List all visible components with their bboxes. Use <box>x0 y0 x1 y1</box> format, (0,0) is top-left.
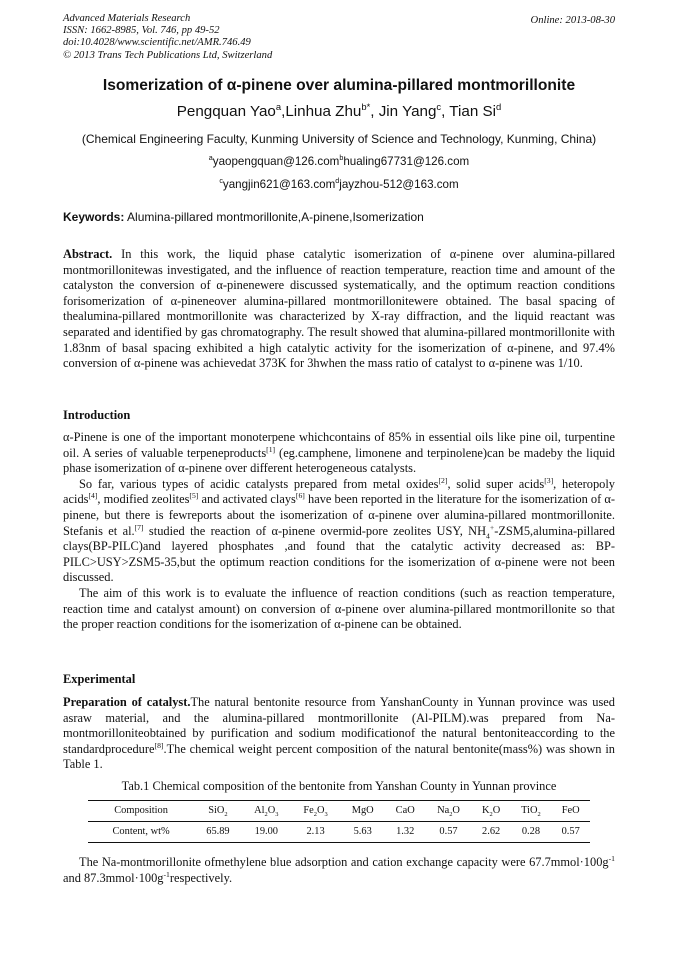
table-row-label: Content, wt% <box>112 826 170 837</box>
formula-part: FeO <box>561 805 580 816</box>
table-row <box>88 822 590 843</box>
abstract-text: In this work, the liquid phase catalytic isomerization of α-pinene over alumina-pillared montmorillonitewas investigated, and the influence of reaction temperature, reaction time and amount of the catalyston the conversion of α-pinenewere discussed systematically, and the optimum reaction conditions forisomerization of α-pineneover alumina-pillared montmorillonitewere obtained. The basal spacing of thealumina-pillared montmorillonite was characterized by X-ray diffraction, and the liquid reactant was separated and identified by gas chromatography. The result showed that alumina-pillared montmorillonite with 1.83nm of basal spacing exhibited a high catalytic activity for the isomerization of α-pinene, and 97.4% conversion of α-pinene was achievedat 373K for 3hwhen the mass ratio of catalyst to α-pinene was 1/10. <box>63 247 615 371</box>
citation[interactable]: [3] <box>544 475 554 485</box>
text-run: (eg.camphene, limonene and terpinolene)can be madeby the liquid phase isomerization of α-pinene over different heterogeneous catalysts. <box>63 445 615 476</box>
author-sup: d <box>496 100 502 112</box>
text-run: .The chemical weight percent composition of the natural bentonite(mass%) was shown in Table 1. <box>63 741 615 772</box>
paragraph <box>63 430 615 477</box>
table-cell: 1.32 <box>396 826 415 837</box>
author-list <box>0 100 678 120</box>
table-cell: 0.28 <box>521 826 541 837</box>
experimental-body <box>63 695 615 773</box>
formula-part: O <box>267 805 276 816</box>
journal-name: Advanced Materials Research <box>63 13 191 24</box>
issn-line: ISSN: 1662-8985, Vol. 746, pp 49-52 <box>63 25 220 37</box>
subscript: 2 <box>224 811 228 819</box>
table-cell: 5.63 <box>353 826 372 837</box>
formula-part: O <box>452 805 460 816</box>
online-date: Online: 2013-08-30 <box>530 15 615 26</box>
table-header-cell <box>425 801 472 822</box>
table-header-cell <box>510 801 551 822</box>
author-sep: , <box>441 103 450 120</box>
superscript: -1 <box>163 869 170 879</box>
subscript: 4 <box>486 531 490 541</box>
superscript: -1 <box>608 853 615 863</box>
paper-title: Isomerization of α-pinene over alumina-pillared montmorillonite <box>102 77 576 94</box>
author-name: Linhua Zhu <box>285 103 362 120</box>
section-heading-introduction: Introduction <box>63 408 131 422</box>
text-run: and 87.3mmol·100g <box>63 870 164 885</box>
table-header-cell <box>340 801 385 822</box>
paragraph <box>63 695 615 773</box>
author-sup: c <box>436 100 442 112</box>
formula-part: TiO <box>521 805 538 816</box>
table-cell: 0.57 <box>439 826 458 837</box>
email-link[interactable]: hualing67731@126.com <box>343 155 470 168</box>
table-header-cell <box>194 801 242 822</box>
abstract-label: Abstract. <box>63 247 113 261</box>
keywords <box>63 210 615 226</box>
formula-part: O <box>492 805 501 816</box>
email-line-2 <box>0 177 678 193</box>
table-cell: 0.57 <box>561 826 580 837</box>
keywords-text: Alumina-pillared montmorillonite,A-pinene,Isomerization <box>124 210 424 224</box>
subscript: 2 <box>313 811 317 819</box>
table-header-cell <box>551 801 590 822</box>
formula-part: SiO <box>208 805 225 816</box>
subscript: 2 <box>489 811 493 819</box>
author-name: Jin Yang <box>378 103 437 120</box>
formula-part: MgO <box>351 805 374 816</box>
text-run: , modified zeolites <box>97 492 190 507</box>
subscript: 2 <box>449 811 453 819</box>
formula-part: K <box>482 805 490 816</box>
text-run: , heteropoly acids <box>63 476 615 507</box>
text-run: and activated clays <box>198 492 296 507</box>
paragraph: The aim of this work is to evaluate the influence of reaction conditions (such as reaction temperature, reaction time and catalyst amount) on conversion of α-pinene over alumina-pillared montmorillonite so that the proper reaction conditions for the isomerization of α-pinene can be obtained. <box>63 585 615 632</box>
paragraph <box>63 855 615 886</box>
citation[interactable]: [5] <box>189 491 199 501</box>
email-sup: c <box>219 176 223 186</box>
table-header-row <box>88 801 590 822</box>
text-run: studied the reaction of α-pinene overmid-pore zeolites USY, NH <box>143 523 487 538</box>
table-cell: 65.89 <box>206 826 230 837</box>
superscript: + <box>489 522 495 532</box>
doi-line: doi:10.4028/www.scientific.net/AMR.746.49 <box>63 37 251 49</box>
text-run: The natural bentonite resource from YanshanCounty in Yunnan province was used asraw material, and the alumina-pillared montmorillonite (Al-PILM).was prepared from Na-montmorilloniteobtained by purification and sodium modificationof the natural bentoniteaccording to the standardprocedure <box>63 695 615 756</box>
email-link[interactable]: yaopengquan@126.com <box>212 155 340 168</box>
copyright-line: © 2013 Trans Tech Publications Ltd, Switzerland <box>63 49 273 61</box>
table-header-cell <box>385 801 425 822</box>
subscript: 3 <box>275 811 279 819</box>
citation[interactable]: [4] <box>88 491 98 501</box>
table-header-cell <box>291 801 340 822</box>
author-name: Pengquan Yao <box>176 103 276 120</box>
table-cell: 2.13 <box>306 826 325 837</box>
email-link[interactable]: jayzhou-512@163.com <box>339 178 459 191</box>
email-link[interactable]: yangjin621@163.com <box>222 178 336 191</box>
formula-part: O <box>316 805 325 816</box>
subsection-label: Preparation of catalyst. <box>63 695 191 709</box>
formula-part: CaO <box>395 805 415 816</box>
table-header-cell <box>472 801 511 822</box>
keywords-label: Keywords: <box>63 210 125 224</box>
author-sep: , <box>370 103 379 120</box>
text-run: respectively. <box>169 870 233 885</box>
text-run: , solid super acids <box>447 476 545 491</box>
subscript: 2 <box>264 811 268 819</box>
table-header-cell: Composition <box>114 805 168 816</box>
citation[interactable]: [6] <box>295 491 305 501</box>
email-line-1 <box>0 154 678 170</box>
text-run: The Na-montmorillonite ofmethylene blue adsorption and cation exchange capacity were 67.7mmol·100g <box>79 855 609 869</box>
section-heading-experimental: Experimental <box>63 672 136 686</box>
citation[interactable]: [7] <box>134 522 144 532</box>
text-run: α-Pinene is one of the important monoterpene whichcontains of 85% in essential oils like pine oil, turpentine oil. A series of valuable terpeneproducts <box>63 430 615 460</box>
table-cell: 2.62 <box>482 826 501 837</box>
journal-header <box>63 13 272 62</box>
abstract <box>63 247 615 372</box>
citation[interactable]: [8] <box>154 740 164 750</box>
email-sup: b <box>339 153 344 163</box>
table-header-cell <box>242 801 291 822</box>
author-sup: a <box>275 100 282 112</box>
table-caption: Tab.1 Chemical composition of the bentonite from Yanshan County in Yunnan province <box>121 779 557 793</box>
citation[interactable]: [1] <box>266 444 276 454</box>
composition-table <box>88 800 590 843</box>
subscript: 3 <box>324 811 328 819</box>
email-sup: a <box>208 153 213 163</box>
author-name: Tian Si <box>449 103 496 120</box>
text-run: So far, various types of acidic catalysts prepared from metal oxides <box>79 476 439 491</box>
affiliation: (Chemical Engineering Faculty, Kunming University of Science and Technology, Kunming, China) <box>81 132 597 146</box>
formula-part: Al <box>254 805 265 816</box>
text-run: -ZSM5,alumina-pillared clays(BP-PILC)and layered phosphates ,and found that the catalytic activity decreased as: BP-PILC>USY>ZSM5-35,but the optimum reaction conditions for the isomerization of α-pinene were not been discussed. <box>63 523 615 585</box>
table-cell: 19.00 <box>254 826 279 837</box>
citation[interactable]: [2] <box>438 475 448 485</box>
paragraph <box>63 477 615 586</box>
author-sup: b* <box>361 100 371 112</box>
author-sep: , <box>281 103 286 120</box>
formula-part: Fe <box>303 805 314 816</box>
closing-paragraph <box>63 855 615 886</box>
text-run: have been reported in the literature for the isomerization of α-pinene, but there is fewreports about the isomerization of α-pinene over alumina-pillared montmorillonite. Stefanis et al. <box>63 492 616 538</box>
subscript: 2 <box>537 811 541 819</box>
formula-part: Na <box>437 805 450 816</box>
introduction-body <box>63 430 615 633</box>
email-sup: d <box>335 176 340 186</box>
